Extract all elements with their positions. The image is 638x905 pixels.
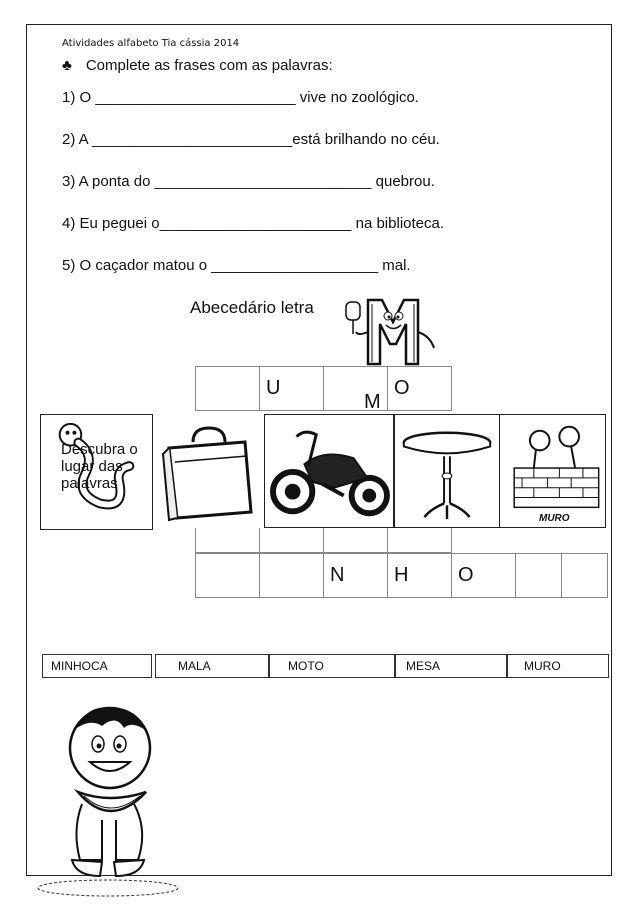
suitcase-icon [153, 414, 266, 528]
motorcycle-picture [264, 414, 394, 528]
grid-cell[interactable] [196, 367, 260, 411]
sentence-1[interactable]: 1) O ________________________ vive no zoológico. [62, 89, 419, 106]
section-title: Abecedário letra [190, 298, 314, 317]
sentence-5[interactable]: 5) O caçador matou o ____________________ mal. [62, 257, 411, 274]
grid-cell[interactable]: N [324, 554, 388, 598]
crossword-row-1 [195, 366, 452, 411]
table-picture [394, 414, 500, 528]
grid-cell[interactable] [196, 554, 260, 598]
grid-cell[interactable] [260, 554, 324, 598]
grid-cell[interactable] [324, 367, 388, 411]
letter-m-mascot [338, 292, 448, 372]
instruction-text: Complete as frases com as palavras: [85, 57, 333, 74]
wall-icon [500, 415, 605, 527]
letter-m-icon [338, 292, 448, 372]
hint-text: Descubra o lugar das palavras [61, 441, 138, 492]
wall-picture [500, 414, 606, 528]
grid-cell[interactable]: O [388, 367, 452, 411]
grid-cell[interactable] [562, 554, 608, 598]
word-bank-item[interactable]: MOTO [269, 654, 395, 678]
word-bank [42, 654, 609, 678]
instruction [62, 57, 333, 74]
sentence-4[interactable]: 4) Eu peguei o_______________________ na biblioteca. [62, 215, 445, 232]
big-letter: M [364, 391, 381, 413]
club-icon: ♣ [62, 57, 72, 74]
motorcycle-icon [265, 415, 393, 527]
child-eating-watermelon-icon [28, 700, 188, 900]
suitcase-picture [153, 414, 266, 528]
word-bank-item[interactable]: MALA [155, 654, 269, 678]
grid-cell[interactable]: U [260, 367, 324, 411]
sentence-3[interactable]: 3) A ponta do __________________________ quebrou. [62, 173, 435, 190]
child-watermelon-illustration [28, 700, 188, 900]
header-text: Atividades alfabeto Tia cássia 2014 [62, 38, 240, 49]
word-bank-item[interactable]: MESA [395, 654, 507, 678]
table-icon [395, 415, 499, 527]
crossword-row-5 [195, 553, 608, 598]
word-bank-item[interactable]: MINHOCA [42, 654, 152, 678]
word-bank-item[interactable]: MURO [507, 654, 609, 678]
muro-label: MURO [539, 513, 570, 524]
sentence-2[interactable]: 2) A ________________________está brilhando no céu. [62, 131, 440, 148]
grid-cell[interactable]: O [452, 554, 516, 598]
grid-cell[interactable]: H [388, 554, 452, 598]
grid-cell[interactable] [516, 554, 562, 598]
